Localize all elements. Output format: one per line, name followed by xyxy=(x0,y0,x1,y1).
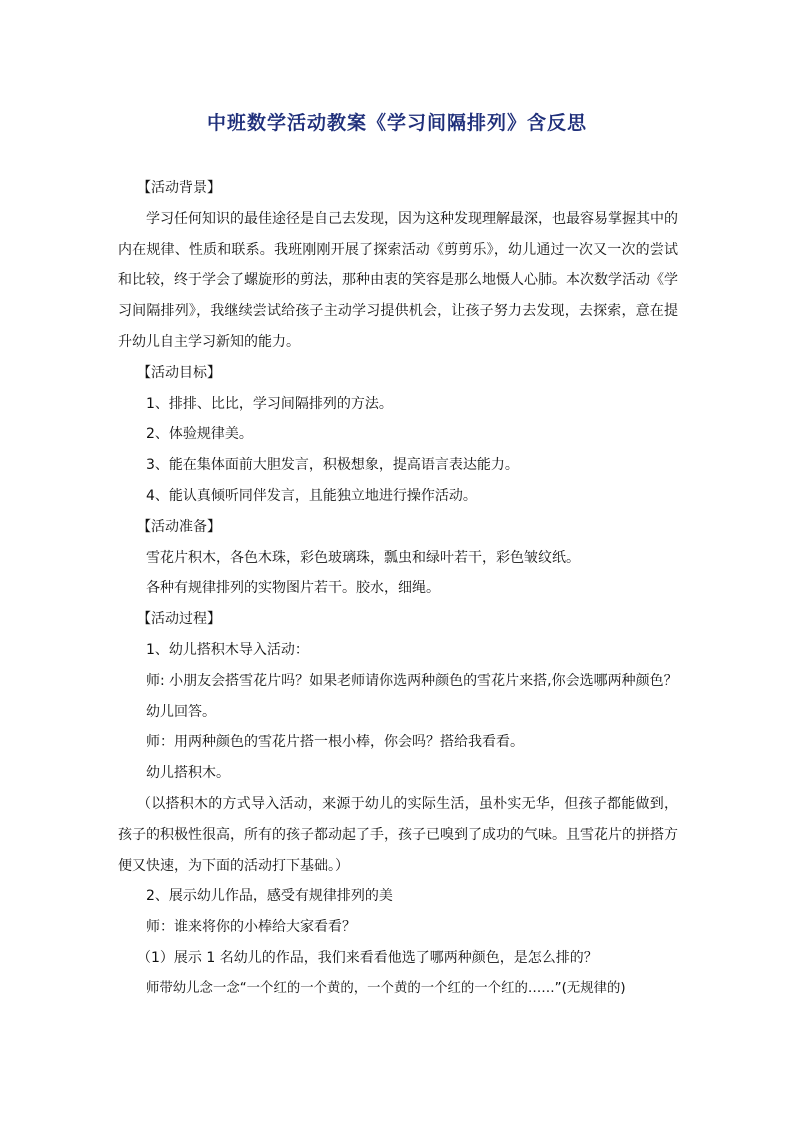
goal-item-1: 1、排排、比比，学习间隔排列的方法。 xyxy=(146,395,393,412)
dialogue-line-6: （1）展示 1 名幼儿的作品，我们来看看他选了哪两种颜色，是怎么排的？ xyxy=(137,949,598,966)
dialogue-line-7: 师带幼儿念一念“一个红的一个黄的，一个黄的一个红的一个红的……”(无规律的) xyxy=(146,980,626,996)
preparation-line-1: 雪花片积木，各色木珠，彩色玻璃珠，瓢虫和绿叶若干，彩色皱纹纸。 xyxy=(146,549,580,566)
section-heading-preparation: 【活动准备】 xyxy=(137,518,221,535)
dialogue-line-4: 幼儿搭积木。 xyxy=(146,765,230,782)
goal-item-4: 4、能认真倾听同伴发言，且能独立地进行操作活动。 xyxy=(146,487,477,504)
background-paragraph: 学习任何知识的最佳途径是自己去发现，因为这种发现理解最深，也最容易掌握其中的内在规律、性质和联系。我班刚刚开展了探索活动《剪剪乐》，幼儿通过一次又一次的尝试和比较，终于学会了螺旋形的剪法，那种由衷的笑容是那么地慑人心肺。本次数学活动《学习间隔排列》，我继续尝试给孩子主动学习提供机会，让孩子努力去发现，去探索，意在提升幼儿自主学习新知的能力。 xyxy=(118,210,678,350)
process-step-1: 1、幼儿搭积木导入活动： xyxy=(146,641,309,658)
process-step-2: 2、展示幼儿作品，感受有规律排列的美 xyxy=(146,888,393,905)
reflection-note-1: （以搭积木的方式导入活动，来源于幼儿的实际生活，虽朴实无华，但孩子都能做到，孩子的积极性很高，所有的孩子都动起了手，孩子已嗅到了成功的气味。且雪花片的拼搭方便又快速，为下面的活动打下基础。） xyxy=(118,795,678,874)
dialogue-line-1: 师: 小朋友会搭雪花片吗？如果老师请你选两种颜色的雪花片来搭,你会选哪两种颜色？ xyxy=(146,672,678,689)
goal-item-3: 3、能在集体面前大胆发言，积极想象，提高语言表达能力。 xyxy=(146,457,519,474)
section-heading-process: 【活动过程】 xyxy=(137,611,221,628)
dialogue-line-3: 师：用两种颜色的雪花片搭一根小棒，你会吗？搭给我看看。 xyxy=(146,734,524,751)
dialogue-line-5: 师：谁来将你的小棒给大家看看？ xyxy=(146,919,356,936)
section-heading-background: 【活动背景】 xyxy=(137,180,221,196)
section-heading-goals: 【活动目标】 xyxy=(137,364,221,381)
document-body xyxy=(118,173,678,1005)
preparation-line-2: 各种有规律排列的实物图片若干。胶水，细绳。 xyxy=(146,580,440,597)
goal-item-2: 2、体验规律美。 xyxy=(146,426,253,443)
dialogue-line-2: 幼儿回答。 xyxy=(146,703,216,720)
document-title: 中班数学活动教案《学习间隔排列》含反思 xyxy=(206,112,587,134)
